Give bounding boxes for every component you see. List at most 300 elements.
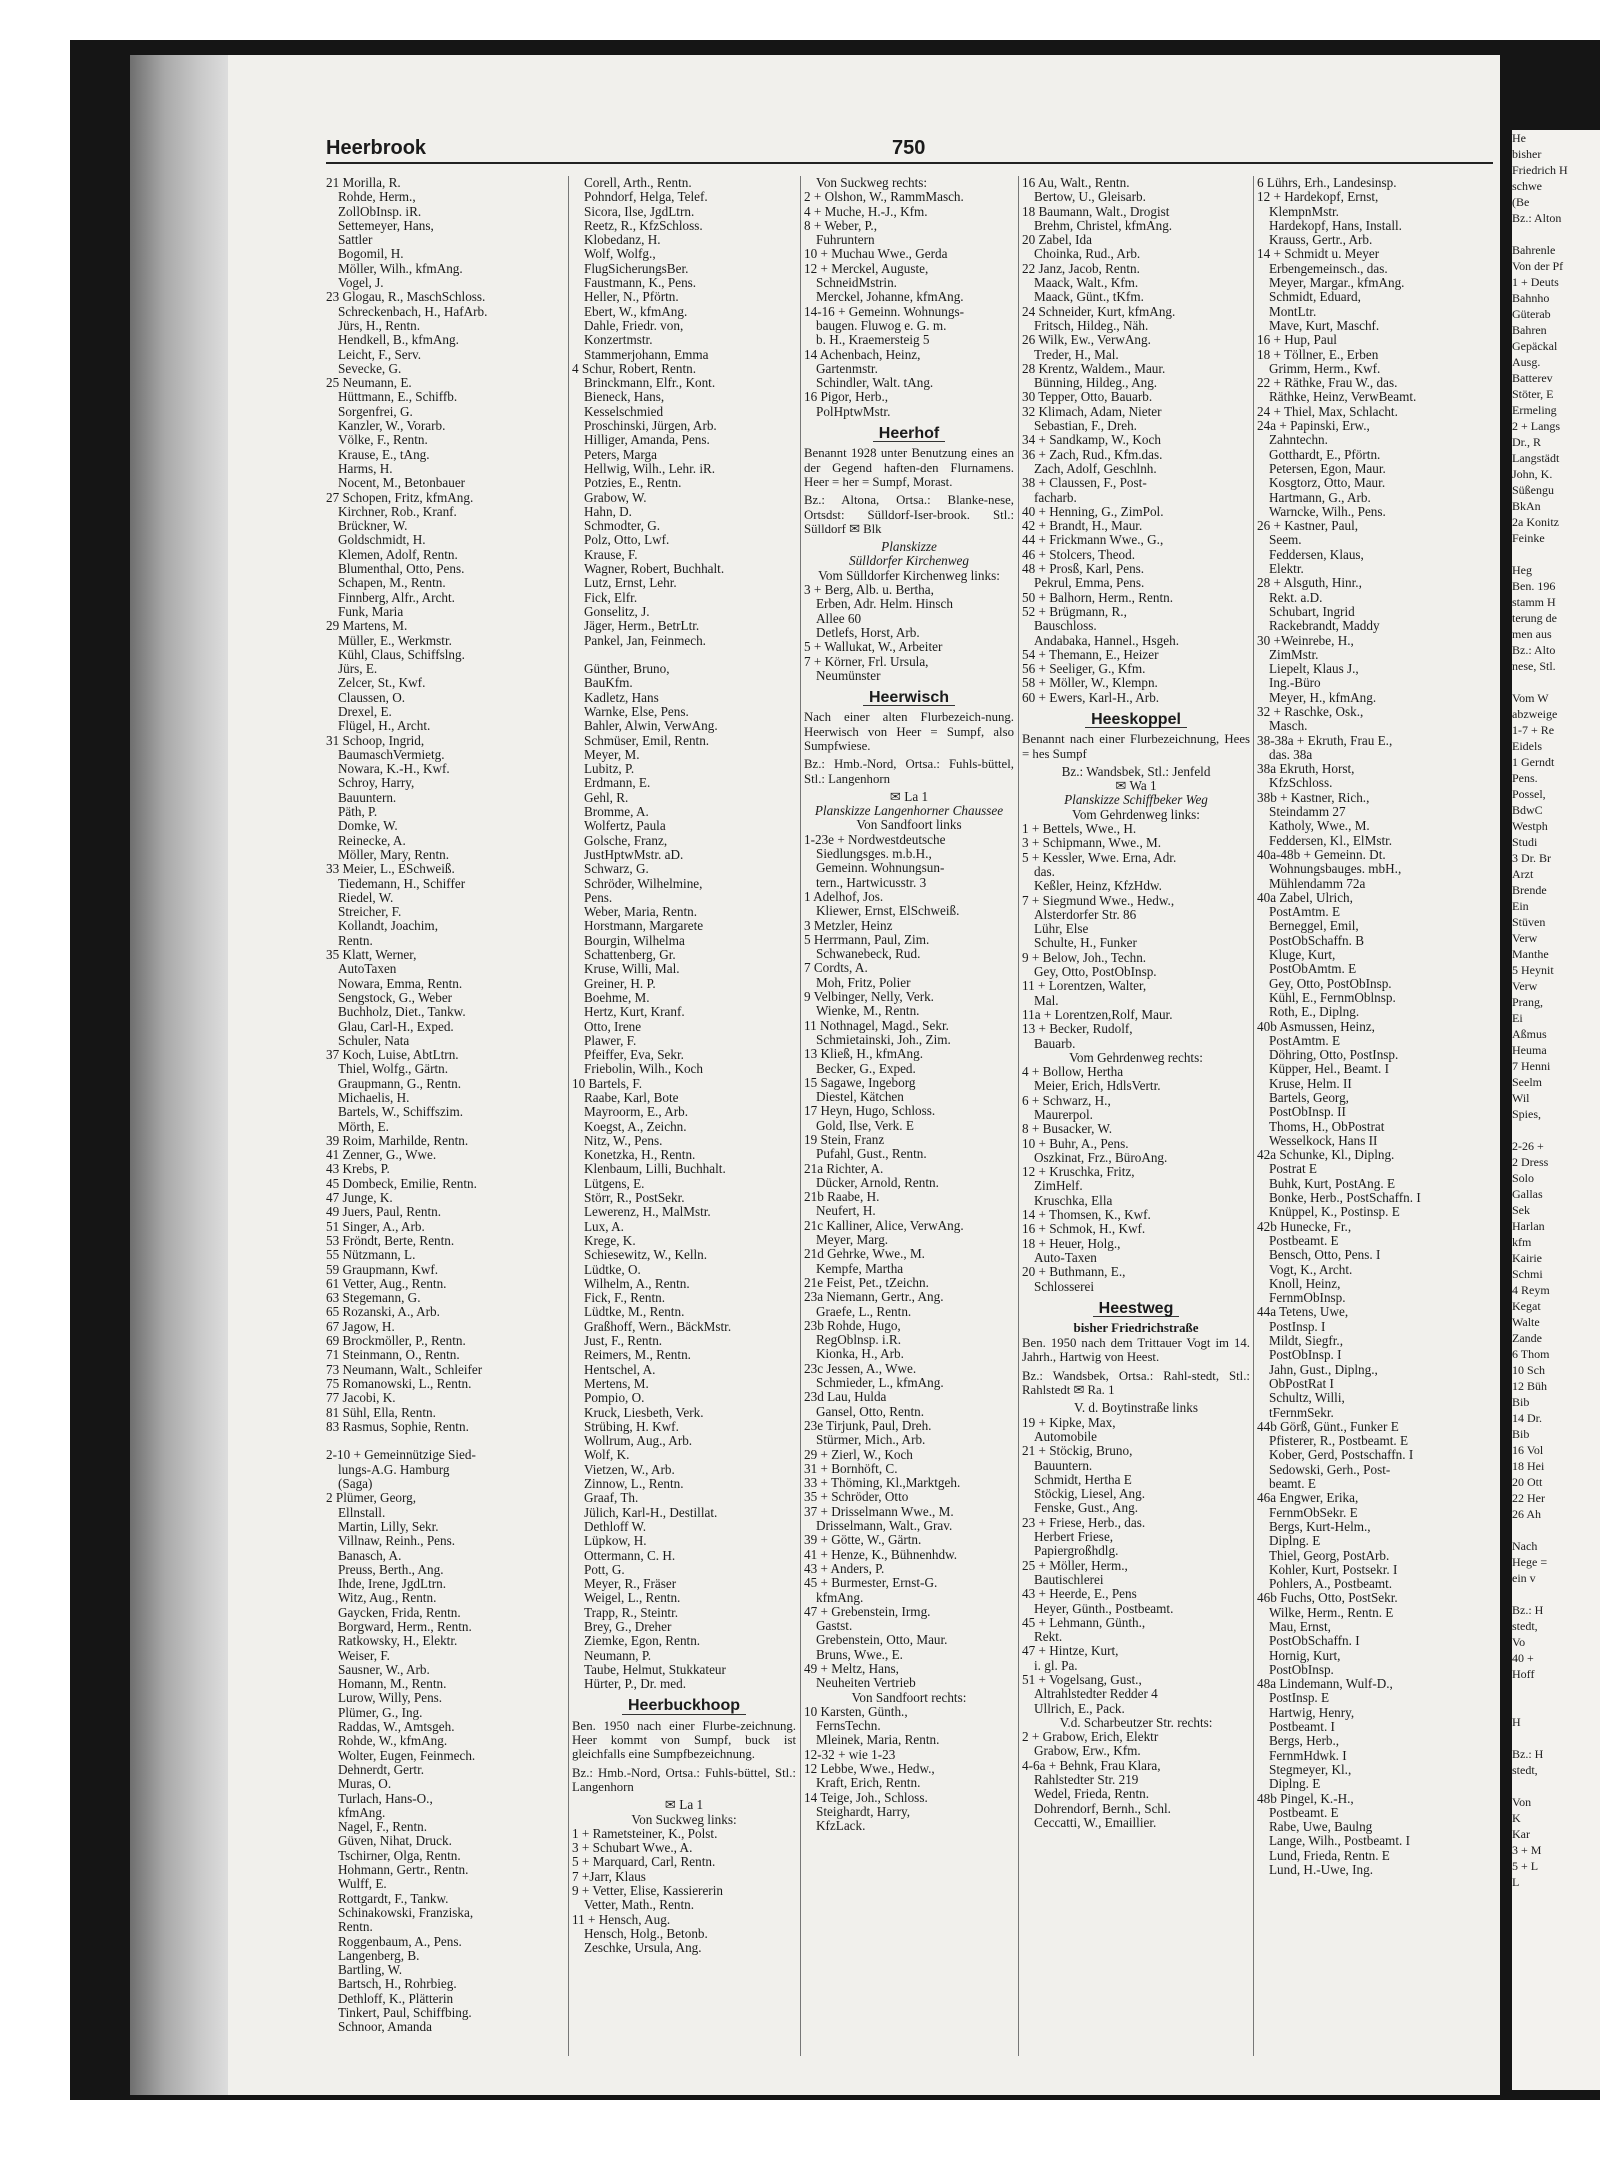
directory-entry: beamt. E <box>1269 1476 1316 1492</box>
directory-entry: 5 + Wallukat, W., Arbeiter <box>804 639 943 655</box>
directory-entry: Maack, Walt., Kfm. <box>1034 275 1139 291</box>
directory-entry: Grabow, Erw., Kfm. <box>1034 1743 1141 1759</box>
directory-entry: Meier, Erich, HdlsVertr. <box>1034 1078 1161 1094</box>
directory-entry: FernsTechn. <box>816 1718 881 1734</box>
directory-entry: Warncke, Wilh., Pens. <box>1269 503 1386 519</box>
directory-entry: Feddersen, Kl., ElMstr. <box>1269 832 1393 848</box>
directory-entry: 42 + Brandt, H., Maur. <box>1022 518 1143 534</box>
directory-entry: Hendkell, B., kfmAng. <box>338 332 459 348</box>
heerwisch-sketch: Planskizze Langenhorner Chaussee <box>814 803 1004 819</box>
directory-entry: Meyer, Marg. <box>816 1232 889 1248</box>
directory-entry: Sengstock, G., Weber <box>338 989 453 1005</box>
directory-entry: kfmAng. <box>816 1589 864 1605</box>
directory-entry: Krege, K. <box>584 1232 636 1248</box>
directory-entry: Mühlendamm 72a <box>1269 875 1366 891</box>
directory-entry: Mave, Kurt, Maschf. <box>1269 317 1380 333</box>
directory-entry: Heyer, Günth., Postbeamt. <box>1034 1600 1174 1616</box>
directory-entry: Bünning, Hildeg., Ang. <box>1034 375 1158 391</box>
directory-entry: Schreckenbach, H., HafArb. <box>338 303 488 319</box>
directory-entry: 25 + Möller, Herm., <box>1022 1557 1128 1573</box>
directory-entry: Jülich, Karl-H., Destillat. <box>584 1504 718 1520</box>
facing-page-line: 16 Vol <box>1512 1443 1544 1457</box>
directory-entry: 32 Klimach, Adam, Nieter <box>1022 403 1162 419</box>
directory-entry: PostObInsp. II <box>1269 1104 1346 1120</box>
directory-entry: Müller, E., Werkmstr. <box>338 632 452 648</box>
directory-entry: 16 + Hup, Paul <box>1257 332 1337 348</box>
directory-entry: Erbengemeinsch., das. <box>1269 260 1388 276</box>
directory-entry: Erdmann, E. <box>584 775 651 791</box>
directory-entry: 5 Herrmann, Paul, Zim. <box>804 931 930 947</box>
facing-page-line: Vo <box>1512 1635 1526 1649</box>
directory-entry: PostAmtm. E <box>1269 904 1341 920</box>
directory-entry: Jürs, H., Rentn. <box>338 317 421 333</box>
directory-entry: 8 + Busacker, W. <box>1022 1121 1113 1137</box>
directory-entry: Klemen, Adolf, Rentn. <box>338 546 458 562</box>
directory-entry: 29 + Zierl, W., Koch <box>804 1446 913 1462</box>
directory-entry: 75 Romanowski, L., Rentn. <box>326 1375 472 1391</box>
directory-entry: Gonselitz, J. <box>584 603 650 619</box>
directory-entry: Kober, Gerd, Postschaffn. I <box>1269 1447 1414 1463</box>
directory-entry: 32 + Raschke, Osk., <box>1257 703 1364 719</box>
facing-page-line: Bz.: Alto <box>1512 643 1556 657</box>
directory-entry: Stürmer, Mich., Arb. <box>816 1432 926 1448</box>
facing-page-line: Langstädt <box>1512 451 1560 465</box>
directory-entry: Taube, Helmut, Stukkateur <box>584 1661 726 1677</box>
directory-entry: BaumaschVermietg. <box>338 746 445 762</box>
directory-entry: Kruse, Willi, Mal. <box>584 961 680 977</box>
facing-page-line: Harlan <box>1512 1219 1545 1233</box>
directory-entry: Tinkert, Paul, Schiffbing. <box>338 2005 472 2020</box>
directory-entry: Goldschmidt, H. <box>338 532 426 548</box>
directory-entry: Kohler, Kurt, Postsekr. I <box>1269 1561 1398 1577</box>
directory-entry: Stegmeyer, Kl., <box>1269 1761 1352 1777</box>
directory-entry: Schattenberg, Gr. <box>584 947 676 963</box>
directory-entry: 23b Rohde, Hugo, <box>804 1317 901 1333</box>
directory-entry: Nowara, Emma, Rentn. <box>338 975 463 991</box>
column-1 <box>326 176 564 2035</box>
directory-entry: Graupmann, G., Rentn. <box>338 1075 462 1091</box>
directory-entry: Potzies, E., Rentn. <box>584 475 682 491</box>
directory-entry: Herbert Friese, <box>1034 1529 1114 1545</box>
directory-entry: 44a Tetens, Uwe, <box>1257 1304 1349 1320</box>
directory-entry: Koegst, A., Zeichn. <box>584 1118 687 1134</box>
directory-entry: Krause, F. <box>584 546 638 562</box>
heestweg-admin: Bz.: Wandsbek, Ortsa.: Rahl-stedt, Stl.: Rahlstedt ✉ Ra. 1 <box>1022 1368 1250 1398</box>
directory-entry: Bauuntern. <box>338 789 397 805</box>
directory-entry: 37 + Drisselmann Wwe., M. <box>804 1503 954 1519</box>
column-rule <box>1018 176 1019 2056</box>
directory-entry: FlugSicherungsBer. <box>584 260 689 276</box>
directory-entry: Ihde, Irene, JgdLtrn. <box>338 1576 447 1592</box>
directory-entry: 11a + Lorentzen,Rolf, Maur. <box>1022 1006 1173 1022</box>
facing-page-line: 1-7 + Re <box>1512 723 1555 737</box>
directory-entry: 20 Zabel, Ida <box>1022 232 1092 248</box>
directory-entry: 16 Au, Walt., Rentn. <box>1022 176 1130 190</box>
directory-entry: Schmidt, Hertha E <box>1034 1471 1132 1487</box>
directory-entry: PostInsp. I <box>1269 1318 1326 1334</box>
facing-page-line: Verw <box>1512 931 1538 945</box>
directory-entry: Kionka, H., Arb. <box>816 1346 904 1362</box>
directory-entry: Knüppel, K., Postinsp. E <box>1269 1204 1400 1220</box>
directory-entry: 47 + Grebenstein, Irmg. <box>804 1603 931 1619</box>
directory-entry: 51 Singer, A., Arb. <box>326 1218 425 1234</box>
directory-entry: Lubitz, P. <box>584 761 635 777</box>
directory-entry: Bauschloss. <box>1034 618 1097 634</box>
directory-entry: Bonke, Herb., PostSchaffn. I <box>1269 1190 1421 1206</box>
directory-entry: 10 + Muchau Wwe., Gerda <box>804 246 948 262</box>
directory-entry: Gemeinn. Wohnungsun- <box>816 860 945 876</box>
directory-entry: b. H., Kraemersteig 5 <box>816 332 930 348</box>
directory-entry: 14 + Schmidt u. Meyer <box>1257 246 1380 262</box>
directory-entry: Konzertmstr. <box>584 332 653 348</box>
directory-entry: Tiedemann, H., Schiffer <box>338 875 466 891</box>
directory-entry: Ziemke, Egon, Rentn. <box>584 1633 701 1649</box>
directory-entry: 41 Zenner, G., Wwe. <box>326 1147 437 1163</box>
directory-entry: Bauarb. <box>1034 1035 1076 1051</box>
directory-entry: 73 Neumann, Walt., Schleifer <box>326 1361 483 1377</box>
directory-entry: Gehl, R. <box>584 789 629 805</box>
directory-entry: PostObInsp. I <box>1269 1347 1342 1363</box>
directory-entry: 38 + Claussen, F., Post- <box>1022 475 1147 491</box>
column-rule <box>1253 176 1254 2056</box>
facing-page-line <box>1512 1682 1600 1698</box>
directory-entry: Steindamm 27 <box>1269 804 1346 820</box>
facing-page-line: 3 + M <box>1512 1843 1542 1857</box>
directory-entry: Proschinski, Jürgen, Arb. <box>584 418 717 434</box>
directory-entry: Krause, E., tAng. <box>338 446 430 462</box>
facing-page-line <box>1512 226 1600 242</box>
directory-entry: 48a Lindemann, Wulf-D., <box>1257 1676 1393 1692</box>
facing-page-line: Bz.: H <box>1512 1603 1544 1617</box>
facing-page-line: 4 Reym <box>1512 1283 1550 1297</box>
directory-entry: 65 Rozanski, A., Arb. <box>326 1304 440 1320</box>
directory-entry: Kliewer, Ernst, ElSchweiß. <box>816 903 960 919</box>
facing-page-line: Ben. 196 <box>1512 579 1556 593</box>
directory-entry: Lund, H.-Uwe, Ing. <box>1269 1862 1374 1878</box>
heeskoppel-rechts-heading: Vom Gehrdenweg rechts: <box>1069 1049 1203 1065</box>
facing-page-line: Kar <box>1512 1827 1530 1841</box>
directory-entry: 60 + Ewers, Karl-H., Arb. <box>1022 689 1160 705</box>
directory-entry: Rekt. a.D. <box>1269 589 1323 605</box>
facing-page-line: ein v <box>1512 1571 1536 1585</box>
section-heerbuckhoop-title: Heerbuckhoop <box>572 1699 796 1714</box>
directory-entry: 25 Neumann, E. <box>326 375 412 391</box>
directory-entry: Automobile <box>1034 1428 1098 1444</box>
section-heestweg-title: Heestweg <box>1022 1302 1250 1317</box>
facing-page-line: Ein <box>1512 899 1529 913</box>
directory-entry: Konetzka, H., Rentn. <box>584 1147 696 1163</box>
directory-entry: Strübing, H. Kwf. <box>584 1418 679 1434</box>
directory-entry: Postbeamt. E <box>1269 1804 1339 1820</box>
column-5 <box>1257 176 1497 1877</box>
directory-entry: Schiesewitz, W., Kelln. <box>584 1247 708 1263</box>
directory-entry: 35 + Schröder, Otto <box>804 1489 909 1505</box>
facing-page-line: Bib <box>1512 1427 1530 1441</box>
heeskoppel-admin: Bz.: Wandsbek, Stl.: Jenfeld <box>1061 763 1211 779</box>
directory-entry: 7 +Jarr, Klaus <box>572 1868 646 1884</box>
facing-page-line: 40 + <box>1512 1651 1534 1665</box>
directory-entry: Katholy, Wwe., M. <box>1269 818 1370 834</box>
facing-page-line: 2 Dress <box>1512 1155 1549 1169</box>
directory-entry: Kanzler, W., Vorarb. <box>338 418 446 434</box>
directory-entry: PostObSchaffn. I <box>1269 1633 1360 1649</box>
directory-entry: 21 + Stöckig, Bruno, <box>1022 1443 1133 1459</box>
facing-page-line <box>1512 546 1600 562</box>
column-2 <box>572 176 796 1956</box>
directory-entry: 12 + Merckel, Auguste, <box>804 260 929 276</box>
directory-entry: i. gl. Pa. <box>1034 1657 1078 1673</box>
directory-entry: ObPostRat I <box>1269 1375 1334 1391</box>
directory-entry: Jürs, E. <box>338 661 378 677</box>
directory-entry: Hentschel, A. <box>584 1361 656 1377</box>
facing-page-line: Güterab <box>1512 307 1551 321</box>
directory-entry: Fenske, Gust., Ang. <box>1034 1500 1139 1516</box>
directory-entry: Rahlstedter Str. 219 <box>1034 1772 1139 1788</box>
heerhof-sketch: Planskizze <box>881 539 937 555</box>
directory-entry: Schubart, Ingrid <box>1269 603 1355 619</box>
directory-entry: 3 + Schubart Wwe., A. <box>572 1840 693 1856</box>
directory-entry: Zach, Adolf, Geschlnh. <box>1034 460 1157 476</box>
directory-entry: 14 + Thomsen, K., Kwf. <box>1022 1207 1151 1223</box>
directory-entry: 83 Rasmus, Sophie, Rentn. <box>326 1418 469 1434</box>
facing-page-line: Ausg. <box>1512 355 1541 369</box>
directory-entry: Schuler, Nata <box>338 1032 410 1048</box>
directory-entry: Schwarz, G. <box>584 861 649 877</box>
directory-entry: Neumünster <box>816 667 881 683</box>
directory-entry: Liepelt, Klaus J., <box>1269 661 1359 677</box>
facing-page-line: schwe <box>1512 179 1542 193</box>
directory-entry: 46b Fuchs, Otto, PostSekr. <box>1257 1590 1398 1606</box>
directory-entry: Küpper, Hel., Beamt. I <box>1269 1061 1389 1077</box>
directory-entry: 15 Sagawe, Ingeborg <box>804 1074 916 1090</box>
directory-entry: Dehnerdt, Gertr. <box>338 1761 425 1777</box>
directory-entry: Graßhoff, Wern., BäckMstr. <box>584 1318 732 1334</box>
directory-entry: Klenbaum, Lilli, Buchhalt. <box>584 1161 726 1177</box>
directory-entry: Mörth, E. <box>338 1118 389 1134</box>
directory-entry: Kollandt, Joachim, <box>338 918 438 934</box>
directory-entry: Bromme, A. <box>584 804 649 820</box>
facing-page-line: kfm <box>1512 1235 1532 1249</box>
directory-entry: Preuss, Berth., Ang. <box>338 1561 444 1577</box>
directory-entry: Berneggel, Emil, <box>1269 918 1359 934</box>
directory-entry: Gey, Otto, PostObInsp. <box>1269 975 1392 991</box>
heerhof-admin: Bz.: Altona, Ortsa.: Blanke-nese, Ortsdst: Sülldorf-Iser-brook. Stl.: Sülldorf ✉ Blk <box>804 493 1014 536</box>
directory-entry: Polz, Otto, Lwf. <box>584 532 670 548</box>
facing-page-line: stamm H <box>1512 595 1556 609</box>
directory-entry: Gastst. <box>816 1618 853 1634</box>
facing-page-line <box>1512 1122 1600 1138</box>
directory-entry: Völke, F., Rentn. <box>338 432 428 448</box>
directory-entry: 45 + Burmester, Ernst-G. <box>804 1575 938 1591</box>
directory-entry: Faustmann, K., Pens. <box>584 275 697 291</box>
facing-page-line: 1 Gerndt <box>1512 755 1555 769</box>
directory-entry: Wolter, Eugen, Feinmech. <box>338 1747 476 1763</box>
directory-entry: 30 +Weinrebe, H., <box>1257 632 1354 648</box>
directory-entry: Alsterdorfer Str. 86 <box>1034 906 1137 922</box>
directory-entry: 31 Schoop, Ingrid, <box>326 732 425 748</box>
facing-page-line: Kairie <box>1512 1251 1542 1265</box>
facing-page-line: Gepäckal <box>1512 339 1558 353</box>
facing-page-line: Spies, <box>1512 1107 1542 1121</box>
directory-entry: PostObAmtm. E <box>1269 961 1357 977</box>
directory-entry: Bartling, W. <box>338 1962 403 1978</box>
facing-page-line: Pens. <box>1512 771 1538 785</box>
directory-entry: 40a-48b + Gemeinn. Dt. <box>1257 846 1386 862</box>
directory-entry: Sicora, Ilse, JgdLtrn. <box>584 203 695 219</box>
facing-page-line: Bz.: H <box>1512 1747 1544 1761</box>
column-rule <box>800 176 801 2056</box>
directory-entry: Bauuntern. <box>1034 1457 1093 1473</box>
directory-entry: Reetz, R., KfzSchloss. <box>584 217 703 233</box>
directory-entry: Vetter, Math., Rentn. <box>584 1897 695 1913</box>
directory-entry: das. 38a <box>1269 746 1313 762</box>
directory-entry: Hertz, Kurt, Kranf. <box>584 1004 685 1020</box>
directory-entry: tFernmSekr. <box>1269 1404 1334 1420</box>
directory-entry: Thoms, H., ObPostrat <box>1269 1118 1385 1134</box>
directory-entry: Leicht, F., Serv. <box>338 346 422 362</box>
directory-entry: Steighardt, Harry, <box>816 1803 910 1819</box>
directory-entry: 63 Stegemann, G. <box>326 1290 421 1306</box>
directory-entry: Fick, Elfr. <box>584 589 638 605</box>
directory-entry: 54 + Themann, E., Heizer <box>1022 646 1159 662</box>
facing-page-line: 26 Ah <box>1512 1507 1542 1521</box>
directory-entry: 42b Hunecke, Fr., <box>1257 1218 1352 1234</box>
facing-page-line: 7 Henni <box>1512 1059 1551 1073</box>
directory-entry: KfzLack. <box>816 1818 866 1834</box>
heeskoppel-post: ✉ Wa 1 <box>1115 778 1157 794</box>
directory-entry: 47 + Hintze, Kurt, <box>1022 1643 1119 1659</box>
facing-page-line: Westph <box>1512 819 1548 833</box>
facing-page-line: Hoff <box>1512 1667 1535 1681</box>
column-3 <box>804 176 1014 1834</box>
facing-page-line <box>1512 1522 1600 1538</box>
directory-entry: Papiergroßhdlg. <box>1034 1543 1119 1559</box>
directory-entry: 19 Stein, Franz <box>804 1132 885 1147</box>
facing-page-line: Possel, <box>1512 787 1546 801</box>
directory-entry: Pohndorf, Helga, Telef. <box>584 189 708 205</box>
directory-entry: 19 + Kipke, Max, <box>1022 1414 1116 1430</box>
directory-entry: Lüdtke, M., Rentn. <box>584 1304 685 1320</box>
facing-page-line: Manthe <box>1512 947 1549 961</box>
directory-entry: Settemeyer, Hans, <box>338 217 434 233</box>
directory-entry: Jahn, Gust., Diplng., <box>1269 1361 1378 1377</box>
directory-entry: 4-6a + Behnk, Frau Klara, <box>1022 1757 1161 1773</box>
directory-entry: 24 Schneider, Kurt, kfmAng. <box>1022 303 1176 319</box>
directory-entry: Lütgens, E. <box>584 1175 645 1191</box>
directory-entry: Harms, H. <box>338 460 393 476</box>
directory-entry: Wulff, E. <box>338 1876 387 1892</box>
directory-entry: 59 Graupmann, Kwf. <box>326 1261 439 1277</box>
page-street-title: Heerbrook <box>326 137 427 159</box>
directory-entry: Neufert, H. <box>816 1203 876 1219</box>
directory-entry: BauKfm. <box>584 675 633 691</box>
directory-entry: Schapen, M., Rentn. <box>338 575 446 591</box>
directory-entry: 17 Heyn, Hugo, Schloss. <box>804 1103 936 1119</box>
directory-entry: Trapp, R., Steintr. <box>584 1604 679 1620</box>
directory-entry: Diplng. E <box>1269 1533 1321 1549</box>
directory-entry: 9 + Vetter, Elise, Kassiererin <box>572 1883 723 1899</box>
facing-page-line: 12 Büh <box>1512 1379 1548 1393</box>
directory-entry: Pompio, O. <box>584 1390 645 1406</box>
facing-page-line: Wil <box>1512 1091 1530 1105</box>
directory-entry: 30 Tepper, Otto, Bauarb. <box>1022 389 1153 405</box>
directory-entry: Von Suckweg rechts: <box>816 176 928 190</box>
directory-entry: 39 Roim, Marhilde, Rentn. <box>326 1132 469 1148</box>
heerhof-sketch-street: Sülldorfer Kirchenweg <box>848 553 970 569</box>
facing-page-line: bisher <box>1512 147 1542 161</box>
directory-entry: 10 + Buhr, A., Pens. <box>1022 1135 1129 1151</box>
directory-entry: 11 Nothnagel, Magd., Sekr. <box>804 1017 949 1033</box>
directory-entry: Riedel, W. <box>338 889 394 905</box>
directory-entry: Lüdtke, O. <box>584 1261 641 1277</box>
directory-entry: Sebastian, F., Dreh. <box>1034 418 1137 434</box>
heerwisch-links-heading: Von Sandfoort links <box>856 817 962 833</box>
directory-entry: Kesselschmied <box>584 403 664 419</box>
directory-entry: Glau, Carl-H., Exped. <box>338 1018 454 1034</box>
directory-entry: Klobedanz, H. <box>584 232 661 248</box>
directory-entry: 26 Wilk, Ew., VerwAng. <box>1022 332 1151 348</box>
directory-entry: 22 + Räthke, Frau W., das. <box>1257 375 1398 391</box>
directory-entry: Funk, Maria <box>338 603 404 619</box>
directory-entry: 43 Krebs, P. <box>326 1161 390 1177</box>
directory-entry: 14 Teige, Joh., Schloss. <box>804 1789 928 1805</box>
directory-entry: 29 Martens, M. <box>326 618 408 634</box>
directory-entry: Zahntechn. <box>1269 432 1328 448</box>
directory-entry: Thiel, Wolfg., Gärtn. <box>338 1061 449 1077</box>
section-heeskoppel-title: Heeskoppel <box>1022 713 1250 728</box>
page-number: 750 <box>892 137 926 159</box>
directory-entry: Treder, H., Mal. <box>1034 346 1119 362</box>
directory-entry: 40b Asmussen, Heinz, <box>1257 1018 1375 1034</box>
directory-entry: 53 Fröndt, Berte, Rentn. <box>326 1232 455 1248</box>
facing-page-line: K <box>1512 1811 1521 1825</box>
directory-entry: Sevecke, G. <box>338 360 402 376</box>
directory-entry: Maack, Günt., tKfm. <box>1034 289 1144 305</box>
directory-entry: Peters, Marga <box>584 446 658 462</box>
directory-entry: 36 + Zach, Rud., Kfm.das. <box>1022 446 1163 462</box>
directory-entry: Detlefs, Horst, Arb. <box>816 624 920 640</box>
directory-entry: Friebolin, Wilh., Koch <box>584 1061 704 1077</box>
facing-page-line: H <box>1512 1715 1521 1729</box>
facing-page-line: Solo <box>1512 1171 1535 1185</box>
directory-entry: Dethloff W. <box>584 1518 647 1534</box>
directory-entry: Bensch, Otto, Pens. I <box>1269 1247 1381 1263</box>
heerwisch-description: Nach einer alten Flurbezeich-nung. Heerwisch von Heer = Sumpf, also Sumpfwiese. <box>804 710 1014 753</box>
directory-entry: Oszkinat, Frz., BüroAng. <box>1034 1149 1168 1165</box>
directory-entry: 81 Sühl, Ella, Rentn. <box>326 1404 436 1420</box>
heerbuckhoop-description: Ben. 1950 nach einer Flurbe-zeichnung. Heer kommt von Sumpf, buck ist gleichfalls eine Sumpfbezeichnung. <box>572 1718 796 1762</box>
directory-entry: 21b Raabe, H. <box>804 1189 880 1205</box>
directory-entry: Möller, Wilh., kfmAng. <box>338 260 463 276</box>
directory-entry: 23e Tirjunk, Paul, Dreh. <box>804 1417 932 1433</box>
directory-entry: Becker, G., Exped. <box>816 1060 916 1076</box>
directory-entry: Langenberg, B. <box>338 1947 420 1963</box>
directory-entry: Greiner, H. P. <box>584 975 656 991</box>
directory-entry: 3 Metzler, Heinz <box>804 917 893 933</box>
directory-entry: 21e Feist, Pet., tZeichn. <box>804 1274 929 1290</box>
directory-entry: Ullrich, E., Pack. <box>1034 1700 1125 1716</box>
directory-entry: Hilliger, Amanda, Pens. <box>584 432 710 448</box>
facing-page-line: Batterev <box>1512 371 1553 385</box>
section-heerhof-title: Heerhof <box>804 427 1014 442</box>
facing-page-line: Arzt <box>1512 867 1534 881</box>
directory-entry: Schmidt, Eduard, <box>1269 289 1361 305</box>
directory-entry: Stammerjohann, Emma <box>584 346 709 362</box>
directory-entry: Gartenmstr. <box>816 360 878 376</box>
directory-entry: Roth, E., Diplng. <box>1269 1004 1360 1020</box>
directory-entry: Boehme, M. <box>584 989 650 1005</box>
directory-entry: Auto-Taxen <box>1034 1249 1097 1265</box>
